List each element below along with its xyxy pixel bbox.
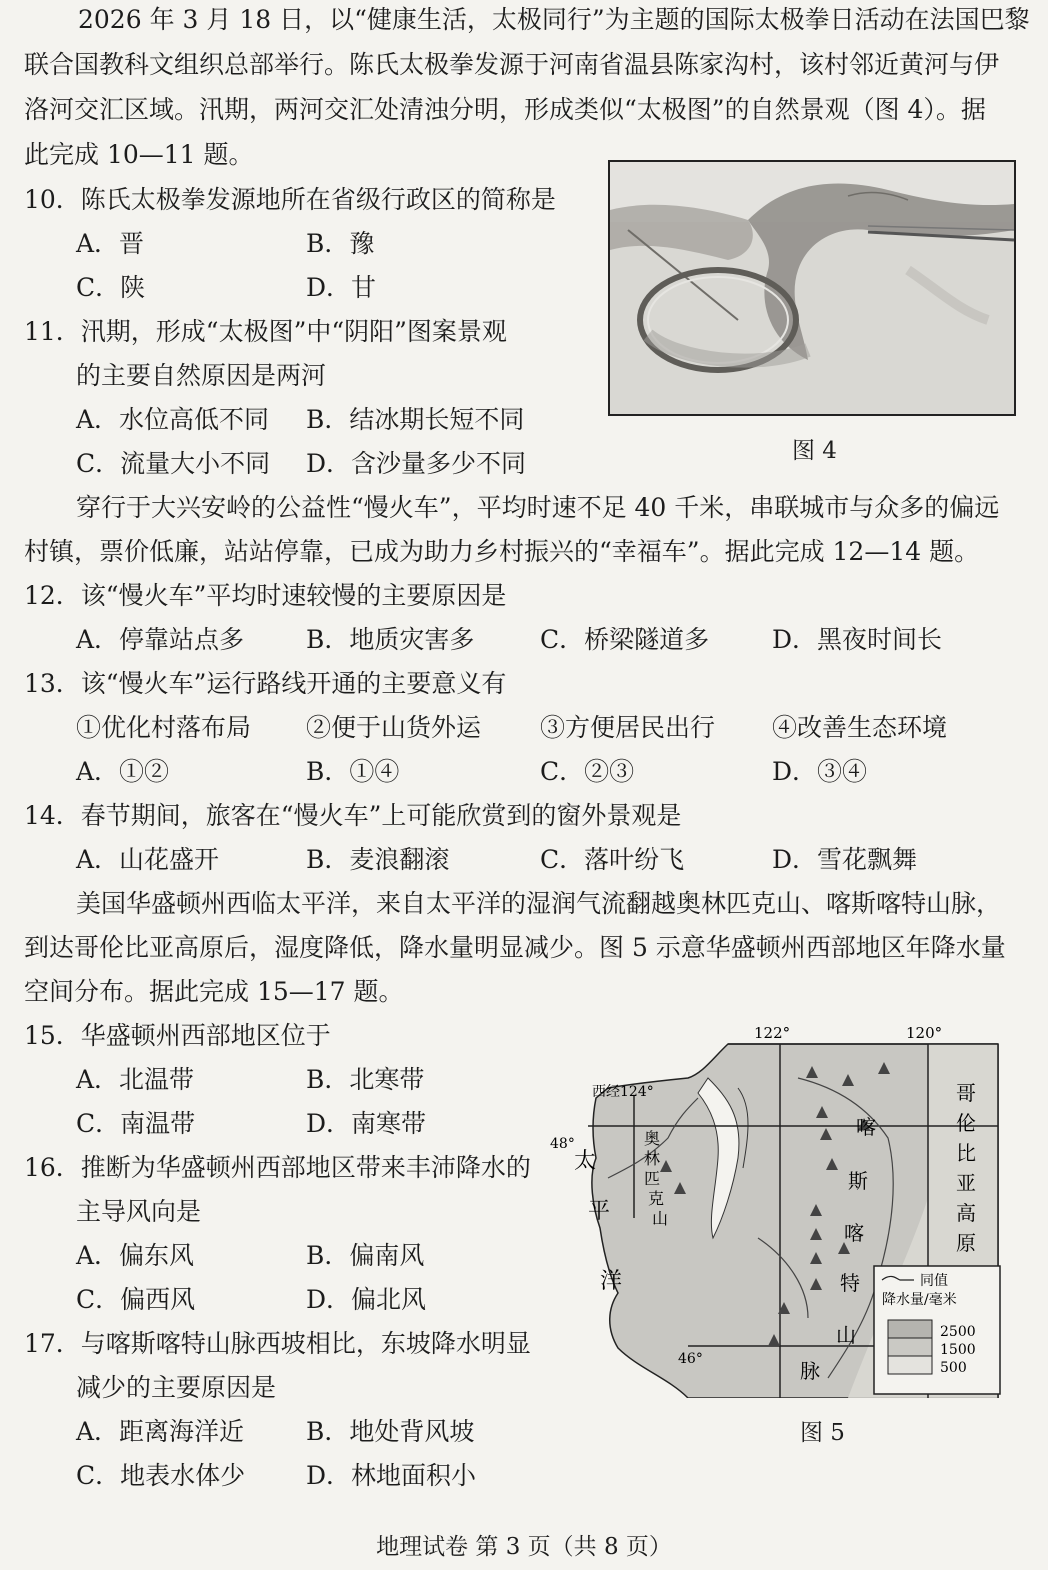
q10-option-a[interactable]: A．晋 <box>76 229 145 258</box>
q14-option-c[interactable]: C．落叶纷飞 <box>540 845 685 874</box>
q11-option-d[interactable]: D．含沙量多少不同 <box>306 449 527 478</box>
q15-option-b[interactable]: B．北寒带 <box>306 1065 425 1094</box>
legend-title-line2: 降水量/毫米 <box>882 1292 957 1308</box>
q13-option-b[interactable]: B．①④ <box>306 757 400 786</box>
q14-option-b[interactable]: B．麦浪翻滚 <box>306 845 450 874</box>
q15-option-c[interactable]: C．南温带 <box>76 1109 196 1138</box>
q13-stem: 13．该“慢火车”运行路线开通的主要意义有 <box>24 669 507 698</box>
q14-stem: 14．春节期间，旅客在“慢火车”上可能欣赏到的窗外景观是 <box>24 801 682 830</box>
q12-option-d[interactable]: D．黑夜时间长 <box>772 625 943 654</box>
lon-120-label: 120° <box>906 1024 943 1042</box>
q15-option-d[interactable]: D．南寒带 <box>306 1109 427 1138</box>
cascade-label-1: 喀 <box>856 1115 876 1139</box>
page-footer: 地理试卷 第 3 页（共 8 页） <box>376 1534 672 1560</box>
lat-46-label: 46° <box>678 1351 703 1367</box>
cascade-label-5: 山 <box>836 1323 856 1347</box>
q12-stem: 12．该“慢火车”平均时速较慢的主要原因是 <box>24 581 507 610</box>
q17-option-a[interactable]: A．距离海洋近 <box>76 1417 245 1446</box>
q11-option-a[interactable]: A．水位高低不同 <box>76 405 270 434</box>
figure-5-caption: 图 5 <box>800 1420 845 1446</box>
q11-option-b[interactable]: B．结冰期长短不同 <box>306 405 525 434</box>
lat-48-label: 48° <box>550 1136 575 1152</box>
q16-option-b[interactable]: B．偏南风 <box>306 1241 425 1270</box>
q14-option-d[interactable]: D．雪花飘舞 <box>772 845 918 874</box>
passage1-line1: 2026 年 3 月 18 日，以“健康生活，太极同行”为主题的国际太极拳日活动在法国巴黎 <box>78 5 1030 34</box>
q13-item-3: ③方便居民出行 <box>540 713 716 742</box>
passage1-line3: 洛河交汇区域。汛期，两河交汇处清浊分明，形成类似“太极图”的自然景观（图 4）。据 <box>24 95 986 124</box>
river-confluence-image <box>608 160 1016 416</box>
ocean-label-1: 太 <box>574 1149 597 1174</box>
q10-option-c[interactable]: C．陕 <box>76 273 146 302</box>
legend-value-500: 500 <box>940 1360 967 1376</box>
legend-title-line1: 同值 <box>920 1273 948 1289</box>
q16-stem-line2: 主导风向是 <box>76 1197 202 1226</box>
ocean-label-2: 平 <box>588 1199 611 1224</box>
lon-122-label: 122° <box>754 1024 791 1042</box>
q17-option-c[interactable]: C．地表水体少 <box>76 1461 246 1490</box>
olympic-label-2: 林 <box>644 1149 661 1168</box>
q16-stem-line1: 16．推断为华盛顿州西部地区带来丰沛降水的 <box>24 1153 531 1182</box>
q17-option-d[interactable]: D．林地面积小 <box>306 1461 477 1490</box>
q13-item-1: ①优化村落布局 <box>76 713 252 742</box>
passage3-line2: 到达哥伦比亚高原后，湿度降低，降水量明显减少。图 5 示意华盛顿州西部地区年降水量 <box>24 933 1006 962</box>
cascade-label-3: 喀 <box>844 1221 864 1245</box>
passage2-line2: 村镇，票价低廉，站站停靠，已成为助力乡村振兴的“幸福车”。据此完成 12—14 题。 <box>24 537 980 566</box>
q15-option-a[interactable]: A．北温带 <box>76 1065 195 1094</box>
cascade-label-6: 脉 <box>800 1359 820 1383</box>
q14-option-a[interactable]: A．山花盛开 <box>76 845 220 874</box>
q16-option-a[interactable]: A．偏东风 <box>76 1241 195 1270</box>
legend-value-1500: 1500 <box>940 1342 976 1358</box>
q13-option-a[interactable]: A．①② <box>76 757 170 786</box>
passage1-line2: 联合国教科文组织总部举行。陈氏太极拳发源于河南省温县陈家沟村，该村邻近黄河与伊 <box>24 50 1000 79</box>
q17-stem-line2: 减少的主要原因是 <box>76 1373 277 1402</box>
q13-option-c[interactable]: C．②③ <box>540 757 635 786</box>
q10-option-d[interactable]: D．甘 <box>306 273 377 302</box>
q10-option-b[interactable]: B．豫 <box>306 229 375 258</box>
ocean-label-3: 洋 <box>600 1269 623 1294</box>
figure-5-map <box>548 1018 1008 1398</box>
figure-4-photo <box>608 160 1016 416</box>
washington-precip-map <box>548 1018 1008 1398</box>
q17-option-b[interactable]: B．地处背风坡 <box>306 1417 475 1446</box>
plateau-label-6: 原 <box>956 1231 976 1255</box>
cascade-label-2: 斯 <box>848 1169 868 1193</box>
plateau-label-3: 比 <box>956 1141 976 1165</box>
passage3-line1: 美国华盛顿州西临太平洋，来自太平洋的湿润气流翻越奥林匹克山、喀斯喀特山脉， <box>76 889 1002 918</box>
plateau-label-4: 亚 <box>956 1171 976 1195</box>
q12-option-b[interactable]: B．地质灾害多 <box>306 625 475 654</box>
q12-option-a[interactable]: A．停靠站点多 <box>76 625 245 654</box>
figure-4-caption: 图 4 <box>792 438 837 464</box>
q13-option-d[interactable]: D．③④ <box>772 757 868 786</box>
q13-item-4: ④改善生态环境 <box>772 713 948 742</box>
q15-stem: 15．华盛顿州西部地区位于 <box>24 1021 331 1050</box>
plateau-label-1: 哥 <box>956 1081 976 1105</box>
map-legend <box>874 1266 1000 1394</box>
passage3-line3: 空间分布。据此完成 15—17 题。 <box>24 977 404 1006</box>
q11-stem-line2: 的主要自然原因是两河 <box>76 361 327 390</box>
q11-stem-line1: 11．汛期，形成“太极图”中“阴阳”图案景观 <box>24 317 507 346</box>
q16-option-c[interactable]: C．偏西风 <box>76 1285 196 1314</box>
q10-stem: 10．陈氏太极拳发源地所在省级行政区的简称是 <box>24 185 556 214</box>
olympic-label-4: 克 <box>648 1189 665 1208</box>
cascade-label-4: 特 <box>840 1271 860 1295</box>
q13-item-2: ②便于山货外运 <box>306 713 482 742</box>
q16-option-d[interactable]: D．偏北风 <box>306 1285 427 1314</box>
olympic-label-3: 匹 <box>644 1169 661 1188</box>
q11-option-c[interactable]: C．流量大小不同 <box>76 449 271 478</box>
plateau-label-2: 伦 <box>956 1111 976 1135</box>
lon-124-label: 西经124° <box>592 1084 654 1100</box>
q17-stem-line1: 17．与喀斯喀特山脉西坡相比，东坡降水明显 <box>24 1329 531 1358</box>
olympic-label-5: 山 <box>652 1209 669 1228</box>
legend-value-2500: 2500 <box>940 1324 976 1340</box>
passage2-line1: 穿行于大兴安岭的公益性“慢火车”，平均时速不足 40 千米，串联城市与众多的偏远 <box>76 493 1000 522</box>
q12-option-c[interactable]: C．桥梁隧道多 <box>540 625 710 654</box>
olympic-label-1: 奥 <box>644 1129 661 1148</box>
plateau-label-5: 高 <box>956 1201 976 1225</box>
passage1-line4: 此完成 10—11 题。 <box>24 140 254 169</box>
